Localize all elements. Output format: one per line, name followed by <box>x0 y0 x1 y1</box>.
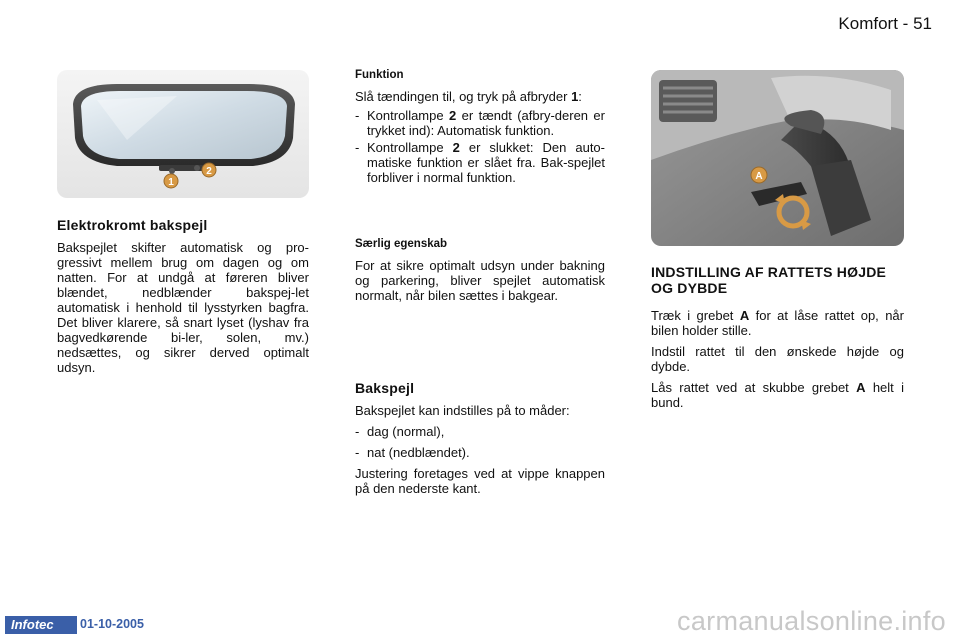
mirror-label-1: 1 <box>168 177 174 188</box>
text-run: Træk i grebet <box>651 308 740 323</box>
heading-rattets-hojde: INDSTILLING AF RATTETS HØJDE OG DYBDE <box>651 264 887 296</box>
text-run: helt i bund. <box>651 380 904 410</box>
print-date: 01-10-2005 <box>80 617 144 631</box>
page-header <box>838 14 932 34</box>
mirror-label-2: 2 <box>206 166 212 177</box>
section-title: Komfort <box>838 14 898 33</box>
text-run: er slukket: Den auto-matiske funktion er slået fra. Bak-spejlet forbliver i normal funktion. <box>367 140 605 185</box>
list-item <box>355 108 605 138</box>
column-left <box>57 218 309 378</box>
paragraph-greb-intro <box>651 308 904 338</box>
list-item <box>355 424 605 439</box>
list-item-text: dag (normal), <box>367 424 445 439</box>
column-middle-bakspejl <box>355 381 605 499</box>
paragraph-bakspejl-body: Justering foretages ved at vippe knappen på den nederste kant. <box>355 466 605 496</box>
text-run: Kontrollampe <box>367 140 453 155</box>
paragraph-saerlig: For at sikre optimalt udsyn under bakning og parkering, bliver spejlet automatisk normalt, når bilen sættes i bakgear. <box>355 258 605 303</box>
page-number: 51 <box>913 14 932 33</box>
heading-funktion: Funktion <box>355 69 404 81</box>
paragraph-funktion-intro <box>355 89 605 104</box>
lever-letter: A <box>856 380 866 395</box>
infotec-logo: Infotec <box>5 616 77 634</box>
text-run: Slå tændingen til, og tryk på afbryder <box>355 89 572 104</box>
list-item-text: nat (nedblændet). <box>367 445 470 460</box>
steering-adjust-illustration <box>651 70 904 246</box>
paragraph-indstil: Indstil rattet til den ønskede højde og dybde. <box>651 344 904 374</box>
switch-number: 1 <box>571 89 579 104</box>
text-run: er tændt (afbry-deren er trykket ind): Automatisk funktion. <box>367 108 605 138</box>
list-item <box>355 445 605 460</box>
lever-letter: A <box>739 308 750 323</box>
list-dash: - <box>355 424 360 439</box>
paragraph-elektrokromt: Bakspejlet skifter automatisk og pro-gressivt mellem brug om dagen og om natten. For at undgå at føreren bliver blændet, nedblænder bakspej-let automatisk i henhold til lysstyrken bagfra. Det bliver klarere, så snart lyset (lyshav fra bagvedkørende bi-ler, solen, mv.) nedsættes, og sikrer derved optimalt udsyn. <box>57 240 309 375</box>
header-separator: - <box>902 14 909 33</box>
lamp-number: 2 <box>452 140 460 155</box>
lever-label-a: A <box>755 171 763 182</box>
heading-elektrokromt: Elektrokromt bakspejl <box>57 217 208 233</box>
text-run: : <box>578 89 582 104</box>
column-middle-saerlig <box>355 237 605 306</box>
mirror-illustration <box>57 70 309 198</box>
column-right <box>651 264 904 413</box>
list-dash: - <box>355 140 360 155</box>
steering-drawing <box>651 70 904 246</box>
paragraph-bakspejl-intro: Bakspejlet kan indstilles på to måder: <box>355 403 570 418</box>
text-run: for at låse rattet op, når bilen holder stille. <box>651 308 904 338</box>
heading-bakspejl: Bakspejl <box>355 380 415 396</box>
watermark: carmanualsonline.info <box>677 606 946 636</box>
heading-saerlig: Særlig egenskab <box>355 238 448 250</box>
list-dash: - <box>355 108 360 123</box>
text-run: Kontrollampe <box>367 108 449 123</box>
list-item-text <box>367 140 605 185</box>
mirror-drawing <box>57 70 309 198</box>
column-middle <box>355 68 605 187</box>
text-run: Lås rattet ved at skubbe grebet <box>651 380 857 395</box>
list-item <box>355 140 605 185</box>
paragraph-laas <box>651 380 904 410</box>
lamp-number: 2 <box>449 108 457 123</box>
list-item-text <box>367 108 605 138</box>
list-dash: - <box>355 445 360 460</box>
